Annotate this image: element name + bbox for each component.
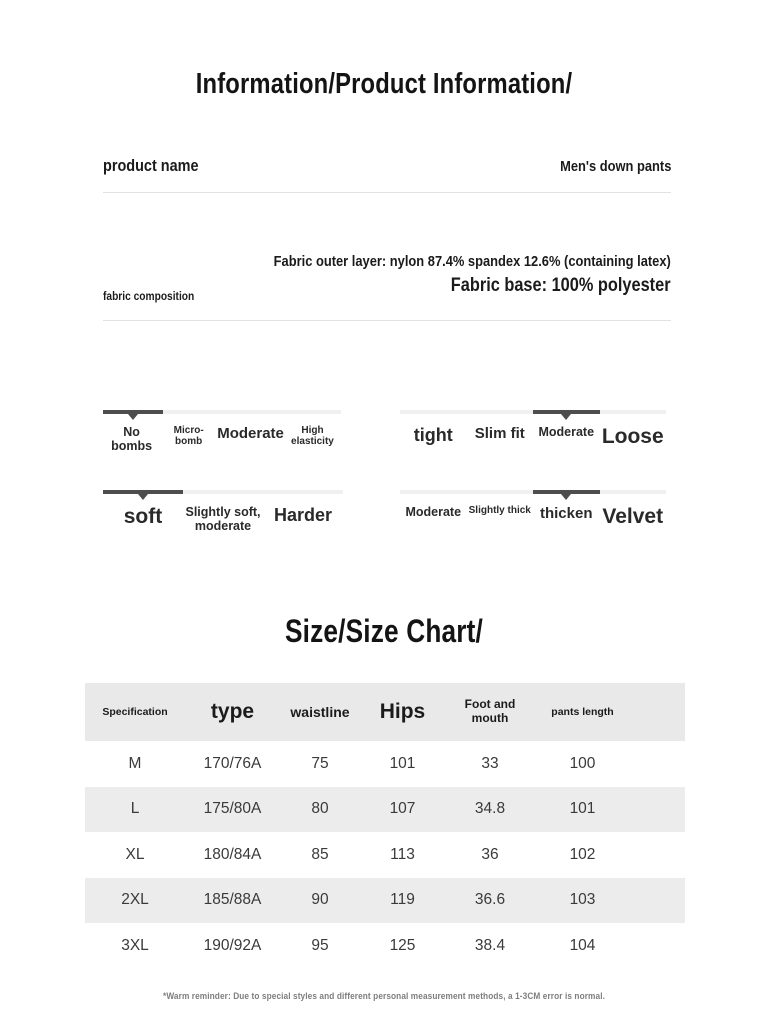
scale-label-group (400, 420, 666, 464)
table-row (85, 878, 685, 924)
cell-pants-length: 100 (569, 754, 596, 772)
cell-specification: L (130, 800, 140, 818)
scale-label: No bombs (111, 425, 153, 453)
column-header-type: type (210, 699, 255, 723)
cell-foot-and-mouth: 33 (481, 754, 499, 772)
column-header-waistline: waistline (290, 703, 350, 720)
cell-pants-length: 103 (569, 891, 596, 909)
column-header-spacer (630, 683, 685, 741)
cell-foot-and-mouth: 38.4 (474, 936, 506, 954)
cell-spacer (630, 878, 685, 924)
scale-label: High elasticity (291, 425, 334, 447)
cell-hips: 125 (389, 936, 416, 954)
fabric-composition-label: fabric composition (103, 289, 195, 303)
table-header-row (85, 683, 685, 741)
cell-specification: 2XL (121, 891, 149, 909)
cell-type: 190/92A (203, 936, 262, 954)
attribute-scale-elasticity (103, 410, 341, 470)
cell-type: 185/88A (203, 891, 262, 909)
scale-label: Moderate (217, 425, 284, 442)
cell-type: 170/76A (203, 754, 262, 772)
cell-type: 180/84A (203, 845, 262, 863)
fabric-base-value: Fabric base: 100% polyester (451, 275, 671, 296)
scale-label: Loose (601, 425, 664, 448)
scale-label: soft (123, 505, 163, 528)
size-chart-header (85, 683, 685, 741)
column-header-foot-and-mouth: Foot and mouth (464, 697, 516, 725)
cell-hips: 107 (389, 800, 416, 818)
size-chart-table (85, 683, 685, 969)
cell-type: 175/80A (203, 800, 262, 818)
column-header-pants-length: pants length (551, 705, 614, 718)
cell-spacer (630, 741, 685, 787)
fabric-outer-layer-value: Fabric outer layer: nylon 87.4% spandex 12.6% (containing latex) (273, 253, 671, 270)
cell-hips: 119 (390, 891, 415, 909)
cell-pants-length: 104 (569, 936, 596, 954)
cell-foot-and-mouth: 36 (481, 845, 499, 863)
cell-specification: 3XL (121, 936, 149, 954)
cell-spacer (630, 832, 685, 878)
product-name-label: product name (103, 156, 199, 175)
scale-label: thicken (539, 505, 593, 522)
product-name-row (103, 152, 671, 193)
scale-label: Moderate (405, 505, 462, 519)
information-section-heading: Information/Product Information/ (195, 68, 573, 100)
warm-reminder-note: *Warm reminder: Due to special styles and different personal measurement methods, a 1-3CM error is normal. (163, 991, 605, 1001)
scale-label: Harder (273, 505, 333, 525)
size-chart-heading: Size/Size Chart/ (284, 613, 484, 649)
scale-label-group (103, 500, 343, 544)
cell-pants-length: 102 (569, 845, 596, 863)
scale-label-group (400, 500, 666, 544)
cell-hips: 113 (390, 845, 415, 863)
scale-label: Velvet (602, 505, 664, 528)
attribute-scale-fit (400, 410, 666, 470)
cell-specification: M (128, 754, 142, 772)
cell-waistline: 85 (311, 845, 329, 863)
column-header-hips: Hips (379, 699, 426, 723)
scale-label: Slightly soft, moderate (185, 505, 261, 533)
scale-label: Moderate (538, 425, 595, 439)
scale-label: Slightly thick (468, 505, 531, 516)
scale-label: tight (413, 425, 453, 445)
cell-specification: XL (125, 845, 145, 863)
product-name-value: Men's down pants (559, 158, 671, 175)
cell-foot-and-mouth: 34.8 (474, 800, 506, 818)
cell-spacer (630, 787, 685, 833)
scale-label-group (103, 420, 341, 464)
table-row (85, 832, 685, 878)
cell-spacer (630, 923, 685, 969)
size-chart-body (85, 741, 685, 969)
cell-waistline: 80 (311, 800, 329, 818)
scale-label: Micro-bomb (173, 425, 204, 447)
table-row (85, 741, 685, 787)
cell-waistline: 90 (311, 891, 329, 909)
table-row (85, 787, 685, 833)
table-row (85, 923, 685, 969)
scale-label: Slim fit (474, 425, 525, 442)
cell-waistline: 75 (311, 754, 329, 772)
cell-waistline: 95 (311, 936, 329, 954)
cell-foot-and-mouth: 36.6 (474, 891, 506, 909)
column-header-specification: Specification (102, 705, 168, 718)
attribute-scale-thickness (400, 490, 666, 550)
cell-hips: 101 (389, 754, 416, 772)
fabric-composition-row (103, 243, 671, 321)
cell-pants-length: 101 (569, 800, 596, 818)
attribute-scale-softness (103, 490, 343, 550)
